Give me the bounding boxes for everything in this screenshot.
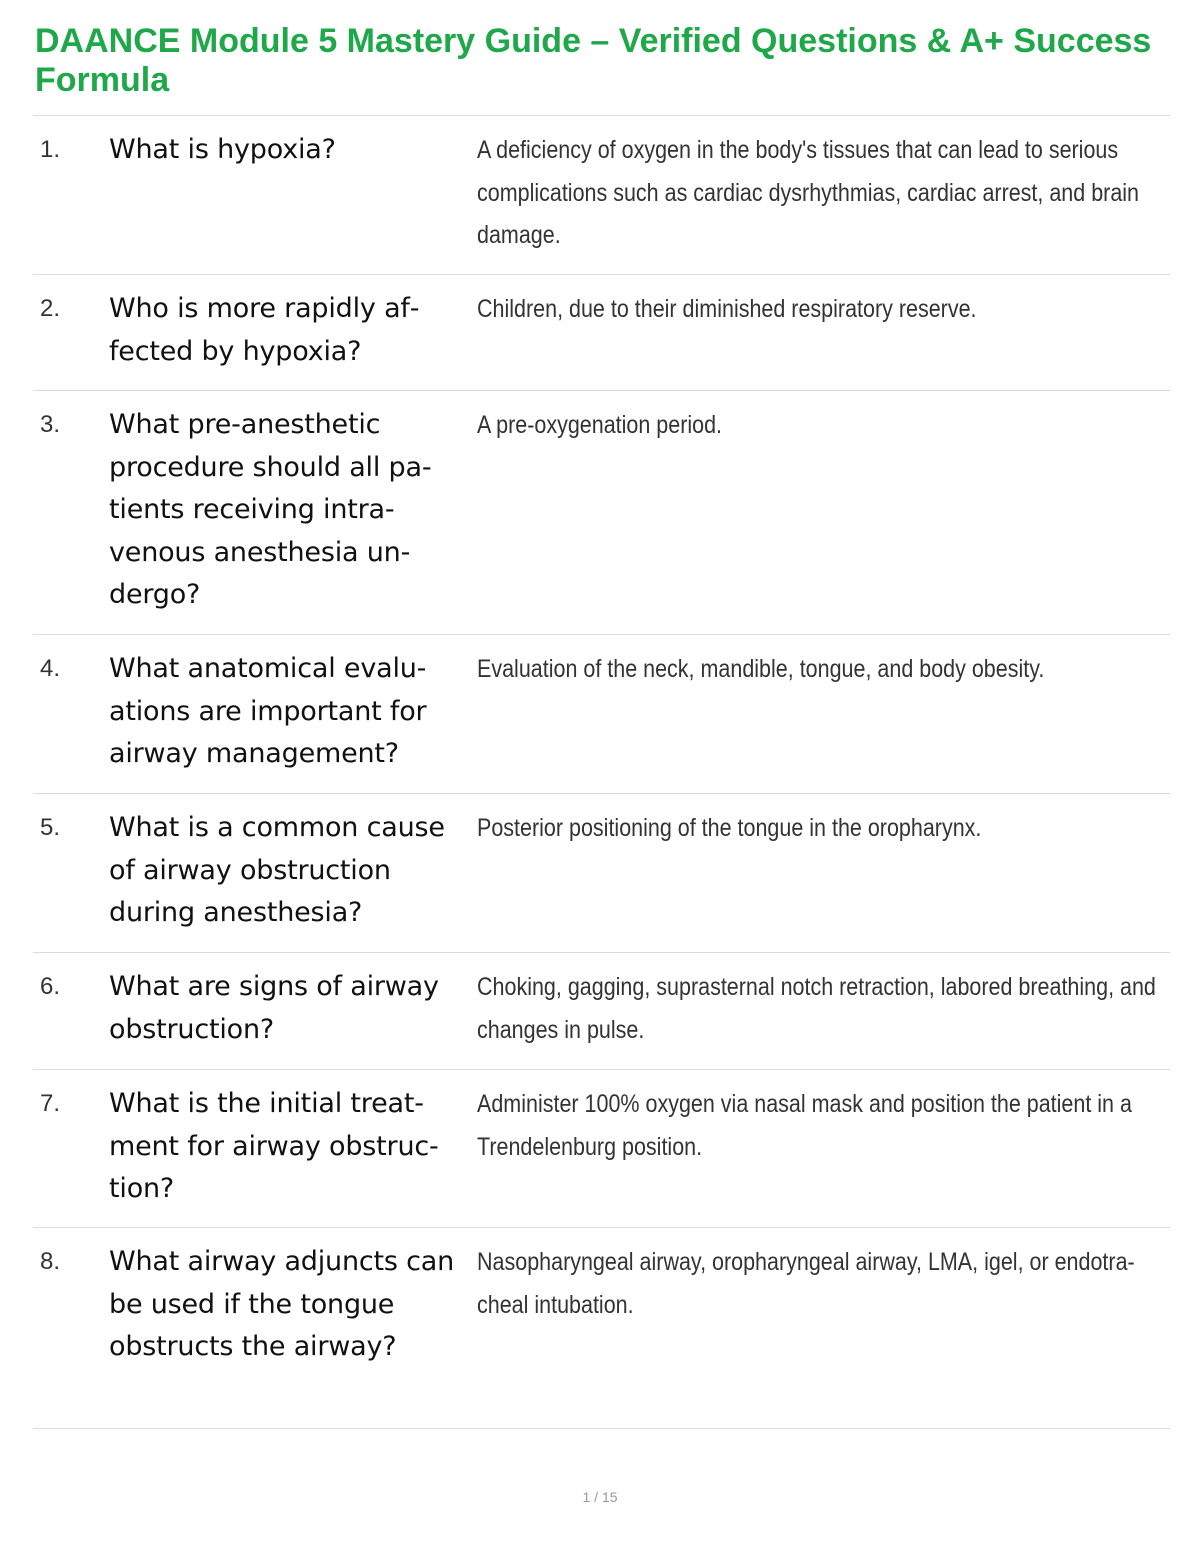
question-number: 7. bbox=[40, 1090, 61, 1117]
document-title: DAANCE Module 5 Mastery Guide – Verified Questions & A+ Success Formula bbox=[35, 22, 1152, 99]
question-number: 6. bbox=[40, 973, 61, 1000]
question-text: Who is more rapidly affected by hypoxia? bbox=[109, 293, 420, 367]
question-number: 3. bbox=[40, 411, 61, 438]
question-number: 5. bbox=[40, 814, 61, 841]
qa-row bbox=[33, 1228, 1170, 1429]
qa-list bbox=[33, 115, 1170, 1429]
qa-row bbox=[33, 391, 1170, 635]
question-number: 8. bbox=[40, 1248, 61, 1275]
page-number: 1 / 15 bbox=[582, 1489, 618, 1505]
question-text: What is the initial treatment for airway obstruction? bbox=[109, 1088, 439, 1204]
qa-row bbox=[33, 794, 1170, 953]
answer-text: Children, due to their diminished respiratory reserve. bbox=[477, 295, 977, 323]
answer-text: Administer 100% oxygen via nasal mask and position the patient in a Trendelenburg position. bbox=[477, 1090, 1132, 1161]
question-number: 2. bbox=[40, 295, 61, 322]
question-text: What is hypoxia? bbox=[109, 134, 336, 165]
answer-text: Posterior positioning of the tongue in the oropharynx. bbox=[477, 814, 982, 842]
question-text: What are signs of airway obstruction? bbox=[109, 971, 439, 1045]
qa-row bbox=[33, 953, 1170, 1070]
question-text: What anatomical evaluations are important for airway management? bbox=[109, 653, 427, 769]
answer-text: Evaluation of the neck, mandible, tongue, and body obesity. bbox=[477, 655, 1045, 683]
question-text: What airway adjuncts can be used if the tongue obstructs the airway? bbox=[109, 1246, 455, 1362]
qa-row bbox=[33, 1070, 1170, 1228]
question-number: 1. bbox=[40, 136, 61, 163]
question-text: What pre-anesthetic procedure should all patients receiving intravenous anesthesia undergo? bbox=[109, 409, 432, 610]
qa-row bbox=[33, 635, 1170, 794]
qa-row bbox=[33, 116, 1170, 275]
answer-text: Choking, gagging, suprasternal notch retraction, labored breathing, and changes in pulse. bbox=[477, 973, 1156, 1044]
answer-text: A pre-oxygenation period. bbox=[477, 411, 723, 439]
question-number: 4. bbox=[40, 655, 61, 682]
question-text: What is a common cause of airway obstruction during anesthesia? bbox=[109, 812, 445, 928]
qa-row bbox=[33, 275, 1170, 391]
answer-text: A deficiency of oxygen in the body's tissues that can lead to serious complications such as cardiac dysrhythmias, cardiac arrest, and brain damage. bbox=[477, 136, 1140, 249]
answer-text: Nasopharyngeal airway, oropharyngeal airway, LMA, igel, or endotracheal intubation. bbox=[477, 1248, 1135, 1319]
